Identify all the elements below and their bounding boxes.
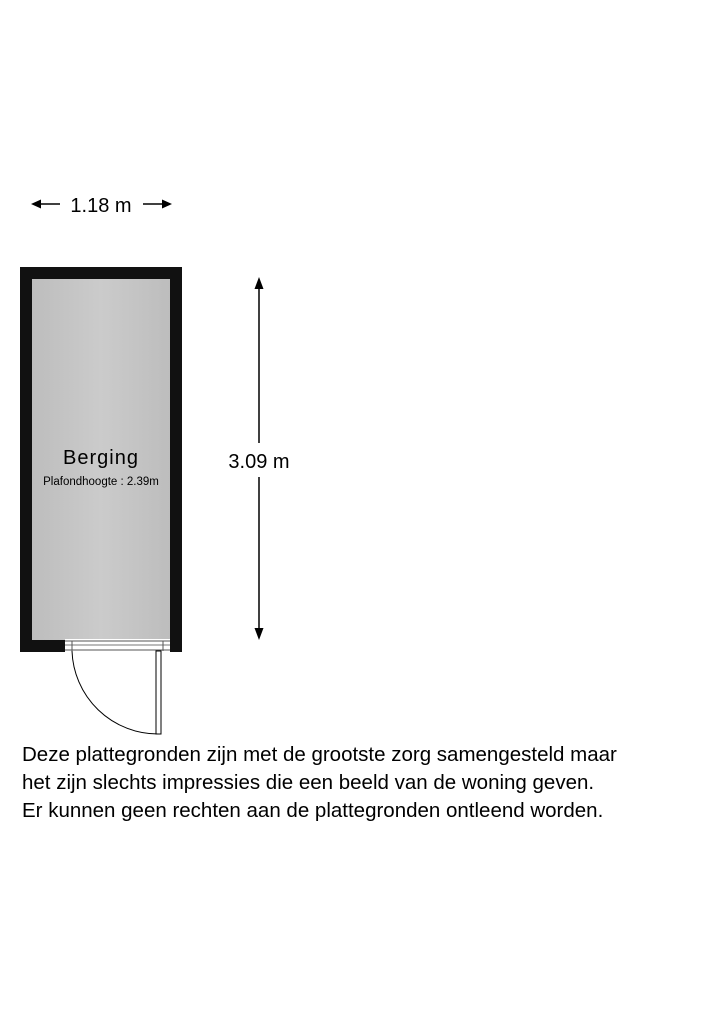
disclaimer-line: Deze plattegronden zijn met de grootste zorg samengesteld maar: [22, 743, 617, 766]
door-leaf: [156, 651, 161, 734]
height-arrow-up-icon: [255, 277, 264, 289]
width-dimension: [31, 195, 172, 217]
height-dimension: [228, 277, 289, 640]
room-berging: [20, 267, 182, 734]
width-arrow-right-icon: [162, 200, 172, 209]
room-ceiling-height: Plafondhoogte : 2.39m: [43, 476, 159, 488]
disclaimer-text: [22, 741, 712, 825]
disclaimer-line: Er kunnen geen rechten aan de plattegronden ontleend worden.: [22, 799, 604, 822]
width-arrow-left-icon: [31, 200, 41, 209]
width-dimension-label: 1.18 m: [70, 195, 132, 217]
disclaimer-line: het zijn slechts impressies die een beeld van de woning geven.: [22, 771, 595, 794]
room-name: Berging: [63, 447, 139, 469]
door-swing-arc: [72, 651, 158, 734]
height-dimension-label: 3.09 m: [228, 451, 290, 473]
height-arrow-down-icon: [255, 628, 264, 640]
